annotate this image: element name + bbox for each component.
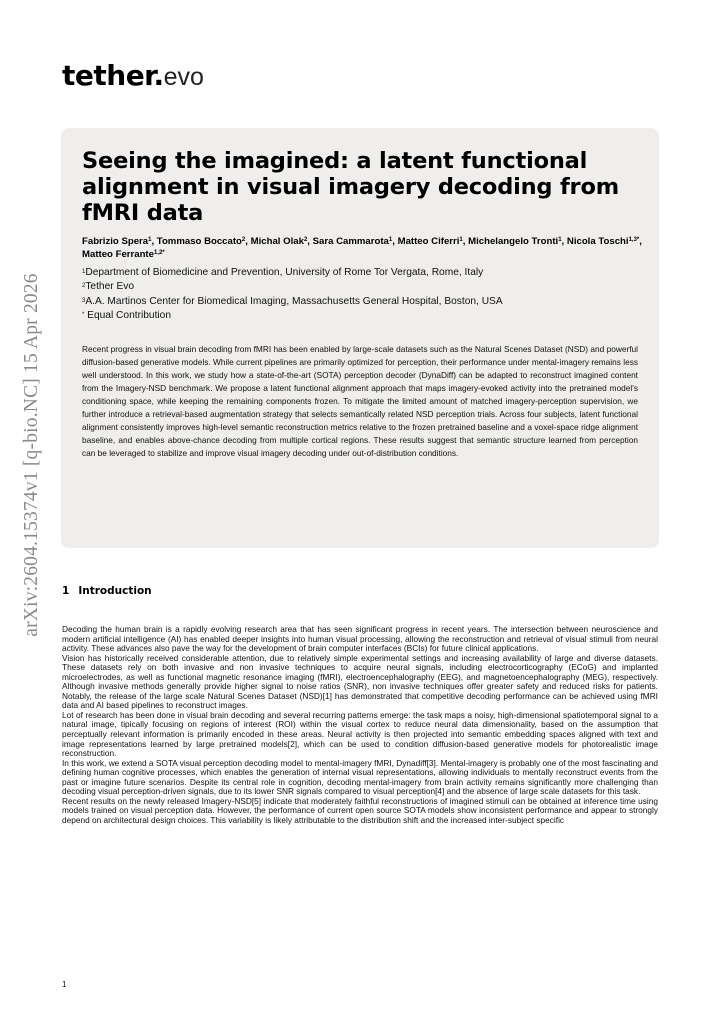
- author: [251, 236, 308, 247]
- author-affiliation-mark: 1: [558, 237, 562, 243]
- affiliation-mark: 1: [82, 269, 86, 275]
- author: [82, 236, 151, 247]
- body-paragraph: Vision has historically received considerable attention, due to relatively simple experimental settings and increasing availability of large and diverse datasets. These datasets rely on both invasive and non invasive techniques to acquire neural signals, including electrocorticography (ECoG) and implanted microelectrodes, as well as functional magnetic resonance imaging (fMRI), electroencephalography (EEG), and magnetoencephalography (MEG), respectively. Although invasive methods generally provide higher signal to noise ratios (SNR), non invasive techniques offer greater safety and reduced risks for patients. Notably, the release of the large scale Natural Scenes Dataset (NSD)[1] has demonstrated that competitive decoding performance can be achieved using fMRI data and AI based pipelines to reconstruct images.: [62, 652, 658, 711]
- logo-wordmark-bold: tether.: [62, 59, 164, 92]
- author-affiliation-mark: 2: [303, 237, 308, 243]
- tether-evo-logo: [62, 59, 204, 92]
- author-list: Fabrizio Spera$^1$, Tommaso Boccato$^2$, Michal Olak$^2$, Sara Cammarota$^1$, Matteo Ciferri$^1$, Michelangelo Tronti$^1$, Nicola Toschi$^{1,3*}$, Matteo Ferrante$^{1,2*}$: [82, 236, 642, 260]
- logo-wordmark-light: evo: [163, 63, 204, 91]
- author-name: Michelangelo Tronti: [468, 236, 559, 247]
- body-paragraph: In this work, we extend a SOTA visual perception decoding model to mental-imagery fMRI, Dynadiff[3]. Mental-imagery is probably one of the most fascinating and defining human cognitive processes, which enables the generation of internal visual representations, allowing individuals to mentally reconstruct events from the past or imagine future scenarios. Despite its central role in cognition, decoding mental-imagery from brain activity remains significantly more challenging than decoding visual perception-driven signals, due to its lower SNR signals compared to visual perception[4] and the absence of large scale datasets for this task.: [62, 757, 658, 797]
- affiliation-text: Tether Evo: [85, 281, 135, 293]
- affiliation-mark: 2: [82, 283, 86, 290]
- affiliation-mark: *: [82, 312, 85, 319]
- affiliation: [82, 309, 642, 323]
- author-affiliation-mark: 2: [241, 237, 246, 243]
- section-number: 1: [62, 585, 70, 597]
- affiliation-text: A.A. Martinos Center for Biomedical Imaging, Massachusetts General Hospital, Boston, USA: [85, 295, 503, 307]
- author: [157, 236, 245, 247]
- section-heading: [62, 585, 152, 597]
- author-affiliation-mark: 1,2*: [153, 250, 165, 256]
- author-affiliation-mark: 1: [148, 237, 152, 243]
- author-affiliation-mark: 1: [459, 237, 463, 243]
- affiliation-text: Department of Biomedicine and Prevention, University of Rome Tor Vergata, Rome, Italy: [85, 267, 484, 278]
- author: [313, 236, 393, 247]
- body-paragraph: Lot of research has been done in visual brain decoding and several recurring patterns emerge: the task maps a noisy, high-dimensional spatiotemporal signal to a natural image, tipically focusing on regions of interest (ROI) within the visual cortex to reduce neural data dimensionality, based on the assumption that perceptually relevant information is primarily encoded in these areas. Neural activity is then projected into semantic embedding spaces aligned with text and image representations learned by large pretrained models[2], which can be used to condition diffusion-based generative models for photorealistic image reconstruction.: [62, 709, 658, 759]
- author-name: Sara Cammarota: [312, 236, 389, 247]
- affiliation: [82, 295, 642, 309]
- arxiv-identifier: arXiv:2604.15374v1 [q-bio.NC] 15 Apr 2026: [21, 273, 42, 637]
- affiliation: [82, 266, 642, 280]
- body-paragraph: Recent results on the newly released Imagery-NSD[5] indicate that moderately faithful reconstructions of imagined stimuli can be obtained at inference time using models trained on visual perception data. However, the performance of current open source SOTA models show inconsistent performance and appear to strongly depend on architectural design choices. This variability is likely attributable to the distribution shift and the increased inter-subject specific: [62, 795, 658, 825]
- page-number: 1: [62, 980, 67, 989]
- body-paragraph: Decoding the human brain is a rapidly evolving research area that has seen significant progress in recent years. The intersection between neuroscience and modern artificial intelligence (AI) has enabled deeper insights into human visual processing, allowing the reconstruction and retrieval of visual stimuli from neural activity. These advances also pave the way for the development of brain computer interfaces (BCIs) for future clinical applications.: [62, 624, 658, 654]
- author-name: Fabrizio Spera: [82, 236, 149, 247]
- author: [468, 236, 561, 247]
- author: [82, 249, 165, 260]
- affiliation-list: [82, 266, 642, 324]
- author: [567, 236, 639, 247]
- author-affiliation-mark: 1: [388, 237, 393, 243]
- author-name: Matteo Ferrante: [82, 249, 154, 260]
- author-name: Tommaso Boccato: [156, 236, 242, 247]
- author: [398, 236, 463, 247]
- abstract: Recent progress in visual brain decoding from fMRI has been enabled by large-scale datasets such as the Natural Scenes Dataset (NSD) and powerful diffusion-based generative models. While current pipelines are primarily optimized for perception, their performance under mental-imagery remains less well understood. In this work, we study how a state-of-the-art (SOTA) perception decoder (DynaDiff) can be adapted to reconstruct imagined content from the Imagery-NSD benchmark. We propose a latent functional alignment approach that maps imagery-evoked activity into the pretrained model's conditioning space, while keeping the remaining components frozen. To mitigate the limited amount of matched imagery-perception supervision, we further introduce a retrieval-based augmentation strategy that selects semantically related NSD perception trials. Across four subjects, latent functional alignment consistently improves high-level semantic reconstruction metrics relative to the frozen pretrained baseline and a voxel-space ridge alignment baseline, and enables above-chance decoding from multiple cortical regions. These results suggest that semantic structure learned from perception can be leveraged to stabilize and improve visual imagery decoding under out-of-distribution conditions.: [82, 344, 638, 459]
- section-title: Introduction: [78, 585, 152, 597]
- introduction-body: [62, 625, 658, 825]
- author-name: Nicola Toschi: [566, 236, 629, 247]
- author-name: Michal Olak: [250, 236, 304, 247]
- author-name: Matteo Ciferri: [397, 236, 460, 247]
- affiliation-mark: 3: [82, 297, 86, 304]
- affiliation-text: Equal Contribution: [84, 310, 171, 322]
- paper-title: Seeing the imagined: a latent functional alignment in visual imagery decoding from fMRI data: [82, 148, 619, 226]
- author-affiliation-mark: 1,3*: [628, 237, 640, 243]
- affiliation: [82, 280, 642, 294]
